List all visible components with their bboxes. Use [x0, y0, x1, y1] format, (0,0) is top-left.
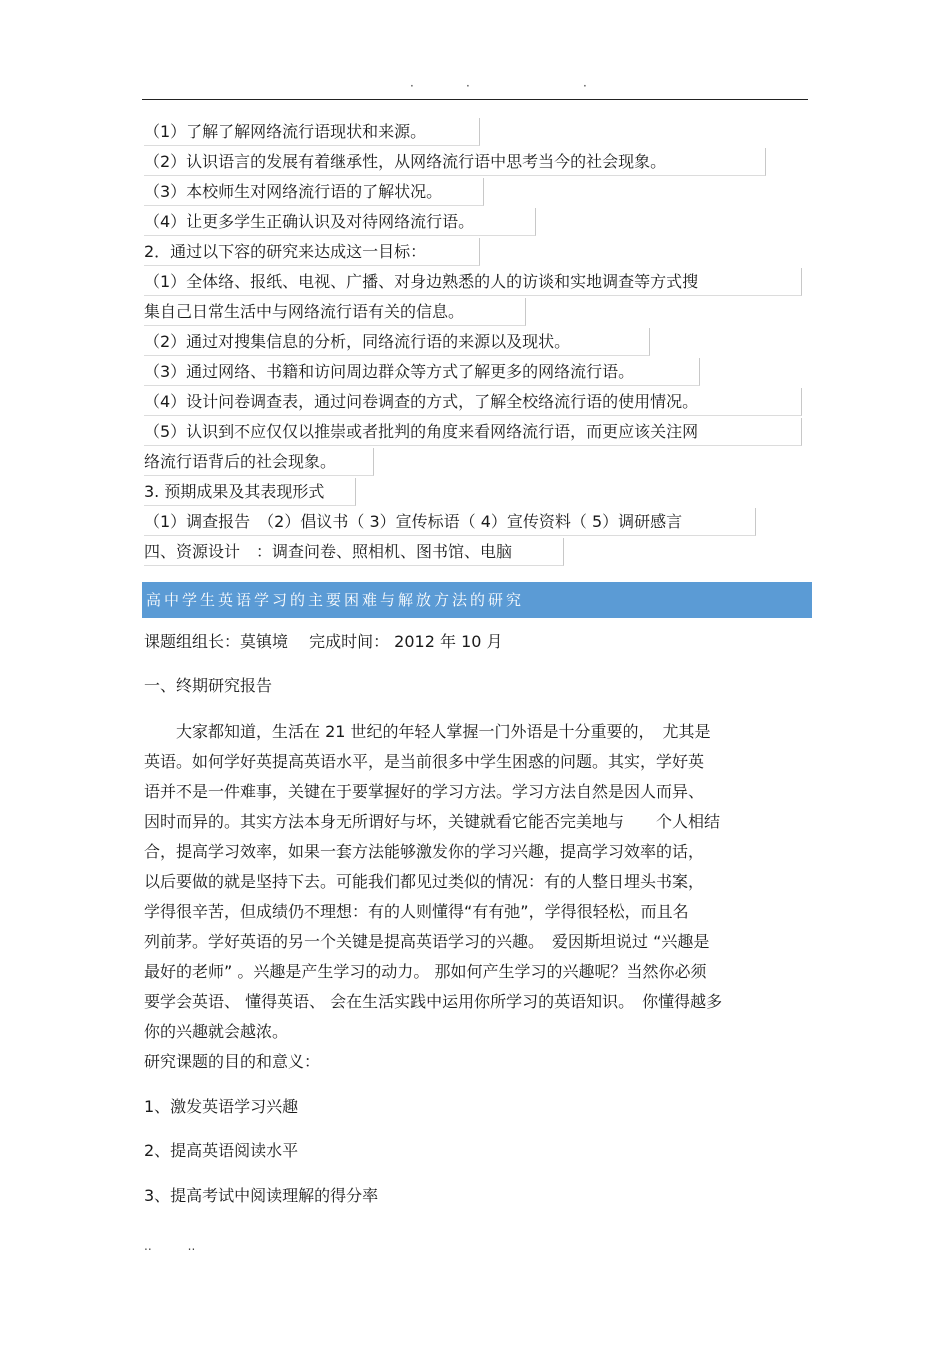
list-line: （4）设计问卷调查表，通过问卷调查的方式，了解全校络流行语的使用情况。: [144, 388, 802, 416]
paragraph-line: 合，提高学习效率，如果一套方法能够激发你的学习兴趣，提高学习效率的话，: [144, 842, 705, 861]
paragraph-line: 语并不是一件难事，关键在于要掌握好的学习方法。学习方法自然是因人而异、: [144, 782, 705, 801]
paragraph-line: 列前茅。学好英语的另一个关键是提高英语学习的兴趣。 爱因斯坦说过 “兴趣是: [144, 932, 710, 951]
list-line: 集自己日常生活中与网络流行语有关的信息。: [144, 298, 526, 326]
paragraph-line: 你的兴趣就会越浓。: [144, 1022, 289, 1041]
list-line: （3）本校师生对网络流行语的了解状况。: [144, 178, 484, 206]
purpose-heading: 研究课题的目的和意义：: [144, 1052, 321, 1071]
section-heading: 一、终期研究报告: [144, 676, 273, 695]
page-footer-dots: [0, 1240, 950, 1254]
report-paragraph: [144, 720, 814, 1050]
header-dot: ·: [410, 79, 414, 93]
paragraph-line: 学得很辛苦，但成绩仍不理想：有的人则懂得“有有弛”，学得很轻松，而且名: [144, 902, 689, 921]
list-line: （2）认识语言的发展有着继承性，从网络流行语中思考当今的社会现象。: [144, 148, 766, 176]
list-line: 络流行语背后的社会现象。: [144, 448, 374, 476]
list-line: （1）全体络、报纸、电视、广播、对身边熟悉的人的访谈和实地调查等方式搜: [144, 268, 802, 296]
list-line: （1）了解了解网络流行语现状和来源。: [144, 118, 480, 146]
paragraph-line: 以后要做的就是坚持下去。可能我们都见过类似的情况：有的人整日埋头书案，: [144, 872, 705, 891]
purpose-item: 1、激发英语学习兴趣: [144, 1097, 299, 1116]
paragraph-line: 要学会英语、 懂得英语、 会在生活实践中运用你所学习的英语知识。 你懂得越多: [144, 992, 723, 1011]
list-line: 3. 预期成果及其表现形式: [144, 478, 356, 506]
header-rule: [142, 99, 808, 100]
list-line: （2）通过对搜集信息的分析，同络流行语的来源以及现状。: [144, 328, 650, 356]
paragraph-line: 大家都知道，生活在 21 世纪的年轻人掌握一门外语是十分重要的， 尤其是: [144, 722, 711, 741]
header-dot: ·: [466, 79, 470, 93]
paragraph-line: 英语。如何学好英提高英语水平，是当前很多中学生困惑的问题。其实，学好英: [144, 752, 705, 771]
list-line: （3）通过网络、书籍和访问周边群众等方式了解更多的网络流行语。: [144, 358, 700, 386]
header-dot: ·: [583, 79, 587, 93]
list-line: （5）认识到不应仅仅以推崇或者批判的角度来看网络流行语，而更应该关注网: [144, 418, 802, 446]
project-meta-line: 课题组组长：莫镇境 完成时间： 2012 年 10 月: [144, 632, 503, 651]
paragraph-line: 最好的老师” 。兴趣是产生学习的动力。 那如何产生学习的兴趣呢？当然你必须: [144, 962, 707, 981]
purpose-item: 3、提高考试中阅读理解的得分率: [144, 1186, 379, 1205]
page-header-dots: [0, 80, 950, 94]
list-line: （4）让更多学生正确认识及对待网络流行语。: [144, 208, 536, 236]
list-line: （1）调查报告 （2）倡议书（ 3）宣传标语（ 4）宣传资料（ 5）调研感言: [144, 508, 756, 536]
section-banner-title: 高中学生英语学习的主要困难与解放方法的研究: [142, 582, 812, 618]
list-line: 四、资源设计 ：调查问卷、照相机、图书馆、电脑: [144, 538, 564, 566]
list-line: 2．通过以下容的研究来达成这一目标：: [144, 238, 480, 266]
paragraph-line: 因时而异的。其实方法本身无所谓好与坏，关键就看它能否完美地与 个人相结: [144, 812, 721, 831]
purpose-item: 2、提高英语阅读水平: [144, 1141, 299, 1160]
footer-dots: .. ..: [144, 1239, 196, 1253]
